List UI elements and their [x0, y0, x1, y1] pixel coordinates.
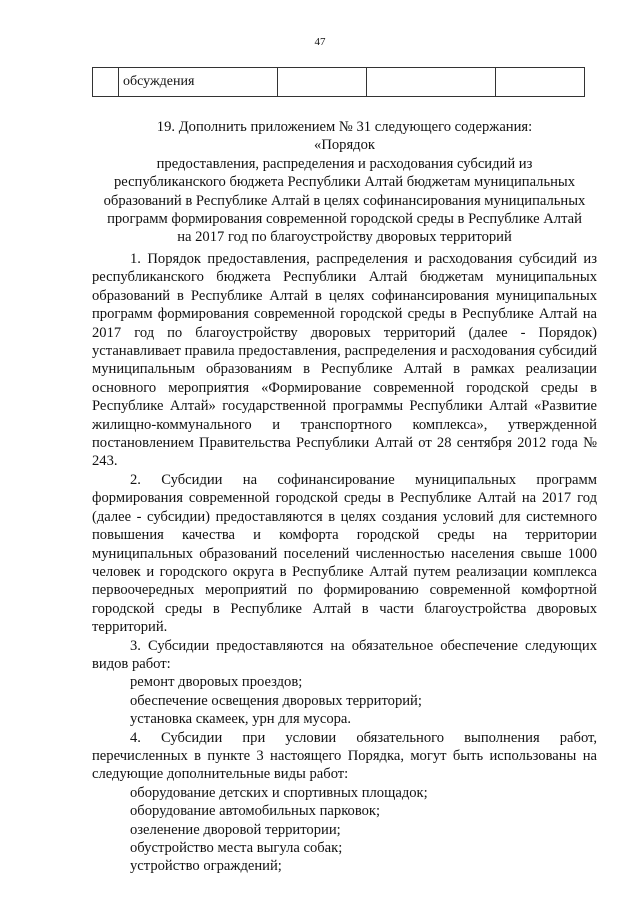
table-cell — [496, 68, 585, 97]
table-cell — [278, 68, 367, 97]
list-item: обустройство места выгула собак; — [130, 840, 343, 856]
list-item: ремонт дворовых проездов; — [130, 674, 303, 691]
continuation-table — [92, 67, 585, 97]
appendix-title-line: программ формирования современной городской среды в Республике Алтай — [107, 211, 582, 228]
table-cell — [93, 68, 119, 97]
page-number: 47 — [314, 36, 326, 48]
list-item: оборудование автомобильных парковок; — [130, 803, 381, 820]
paragraph-1: 1. Порядок предоставления, распределения и расходования субсидий из республиканского бюджета Республики Алтай бюджетам муниципальных образований в Республике Алтай в целях софинансирования муниципальных программ формирования современной городской среды в Республике Алтай на 2017 год по благоустройству дворовых территорий (далее - Порядок) устанавливает правила предоставления, распределения и расходования субсидий муниципальным образованиям в Республике Алтай в рамках реализации основного мероприятия «Формирование современной городской среды в Республике Алтай» государственной программы Республики Алтай «Развитие жилищно-коммунального и транспортного комплекса», утвержденной постановлением Правительства Республики Алтай от 28 сентября 2012 года № 243. — [92, 251, 597, 470]
list-item: установка скамеек, урн для мусора. — [130, 711, 352, 728]
list-item: озеленение дворовой территории; — [130, 821, 341, 838]
list-item: устройство ограждений; — [130, 858, 282, 875]
table-row — [93, 68, 585, 97]
amendment-intro — [92, 118, 597, 247]
list-item: оборудование детских и спортивных площадок; — [130, 784, 428, 801]
paragraph-3: 3. Субсидии предоставляются на обязательное обеспечение следующих видов работ: — [92, 637, 597, 672]
appendix-title-line: образований в Республике Алтай в целях софинансирования муниципальных — [103, 192, 586, 209]
list-item: обеспечение освещения дворовых территорий; — [130, 692, 422, 709]
table-cell — [367, 68, 496, 97]
appendix-title-line: на 2017 год по благоустройству дворовых территорий — [177, 229, 512, 246]
appendix-title-line: предоставления, распределения и расходования субсидий из — [156, 155, 533, 172]
appendix-title-line: республиканского бюджета Республики Алтай бюджетам муниципальных — [113, 174, 576, 191]
paragraph-2: 2. Субсидии на софинансирование муниципальных программ формирования современной городской среды в Республике Алтай на 2017 год (далее - субсидии) предоставляются в целях создания условий для системного повышения качества и комфорта городской среды на территории муниципальных образований поселений численностью населения свыше 1000 человек и городского округа в Республике Алтай путем реализации комплекса первоочередных мероприятий по формированию современной комфортной городской среды в Республике Алтай в части благоустройства дворовых территорий. — [92, 471, 597, 636]
paragraph-4: 4. Субсидии при условии обязательного выполнения работ, перечисленных в пункте 3 настоящего Порядка, могут быть использованы на следующие дополнительные виды работ: — [92, 729, 597, 783]
appendix-heading: «Порядок — [314, 137, 375, 154]
document-body — [92, 250, 597, 876]
table-cell-text: обсуждения — [119, 68, 278, 97]
amendment-line: 19. Дополнить приложением № 31 следующего содержания: — [156, 119, 533, 135]
